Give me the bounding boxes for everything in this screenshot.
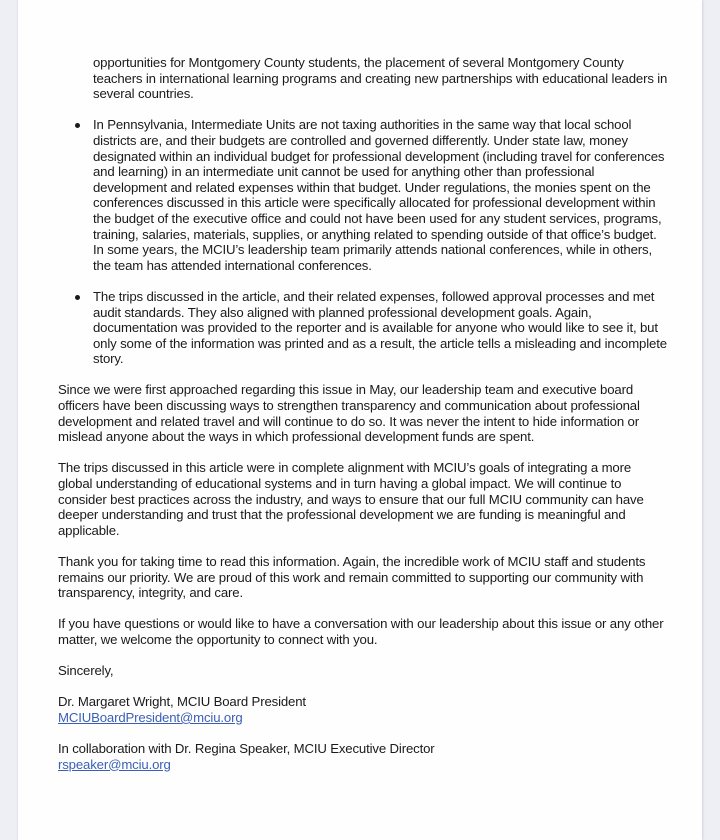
- bullet-continuation-text: opportunities for Montgomery County students, the placement of several Montgomery County teachers in international learning programs and creating new partnerships with educational leaders in several countries.: [93, 55, 668, 102]
- signatory-name: Dr. Margaret Wright, MCIU Board President: [58, 694, 306, 710]
- bullet-dot-icon: [75, 295, 80, 300]
- signature-block-president: [58, 694, 668, 725]
- closing-salutation: Sincerely,: [58, 663, 114, 679]
- paragraph-thank-you: Thank you for taking time to read this information. Again, the incredible work of MCIU staff and students remains our priority. We are proud of this work and remain committed to supporting our community with transparency, integrity, and care.: [58, 554, 646, 601]
- president-email-link[interactable]: MCIUBoardPresident@mciu.org: [58, 709, 243, 725]
- bullet-item: [58, 117, 668, 273]
- executive-director-email-link[interactable]: rspeaker@mciu.org: [58, 756, 171, 772]
- bullet-text: The trips discussed in the article, and their related expenses, followed approval processes and met audit standards. They also aligned with planned professional development goals. Again, documentation was provided to the reporter and is available for anyone who would like to see it, but only some of the information was printed and as a result, the article tells a misleading and incomplete story.: [93, 288, 667, 367]
- document-page: [18, 0, 702, 840]
- paragraph-alignment: The trips discussed in this article were in complete alignment with MCIU’s goals of integrating a more global understanding of educational systems and in turn having a global impact. We will continue to consider best practices across the industry, and ways to ensure that our full MCIU community can have deeper understanding and trust that the professional development we are funding is meaningful and applicable.: [58, 460, 644, 538]
- signature-block-executive-director: [58, 741, 668, 772]
- paragraph-transparency: Since we were first approached regarding this issue in May, our leadership team and executive board officers have been discussing ways to strengthen transparency and communication about professional development and related travel and will continue to do so. It was never the intent to hide information or mislead anyone about the ways in which professional development funds are spent.: [58, 382, 640, 445]
- bullet-dot-icon: [75, 123, 80, 128]
- bullet-item: [58, 289, 668, 367]
- document-body: [58, 55, 668, 772]
- signatory-name: In collaboration with Dr. Regina Speaker, MCIU Executive Director: [58, 741, 435, 757]
- bullet-list: [58, 117, 668, 367]
- bullet-text: In Pennsylvania, Intermediate Units are not taxing authorities in the same way that local school districts are, and their budgets are controlled and governed differently. Under state law, money designated within an individual budget for professional development (including travel for conferences and learning) in an intermediate unit cannot be used for anything other than professional development and related expenses within that budget. Under regulations, the monies spent on the conferences discussed in this article were specifically allocated for professional development within the budget of the executive office and could not have been used for any student services, programs, training, salaries, materials, supplies, or anything related to spending outside of that office’s budget. In some years, the MCIU’s leadership team primarily attends national conferences, while in others, the team has attended international conferences.: [93, 117, 665, 273]
- paragraph-contact: If you have questions or would like to have a conversation with our leadership about this issue or any other matter, we welcome the opportunity to connect with you.: [58, 616, 664, 647]
